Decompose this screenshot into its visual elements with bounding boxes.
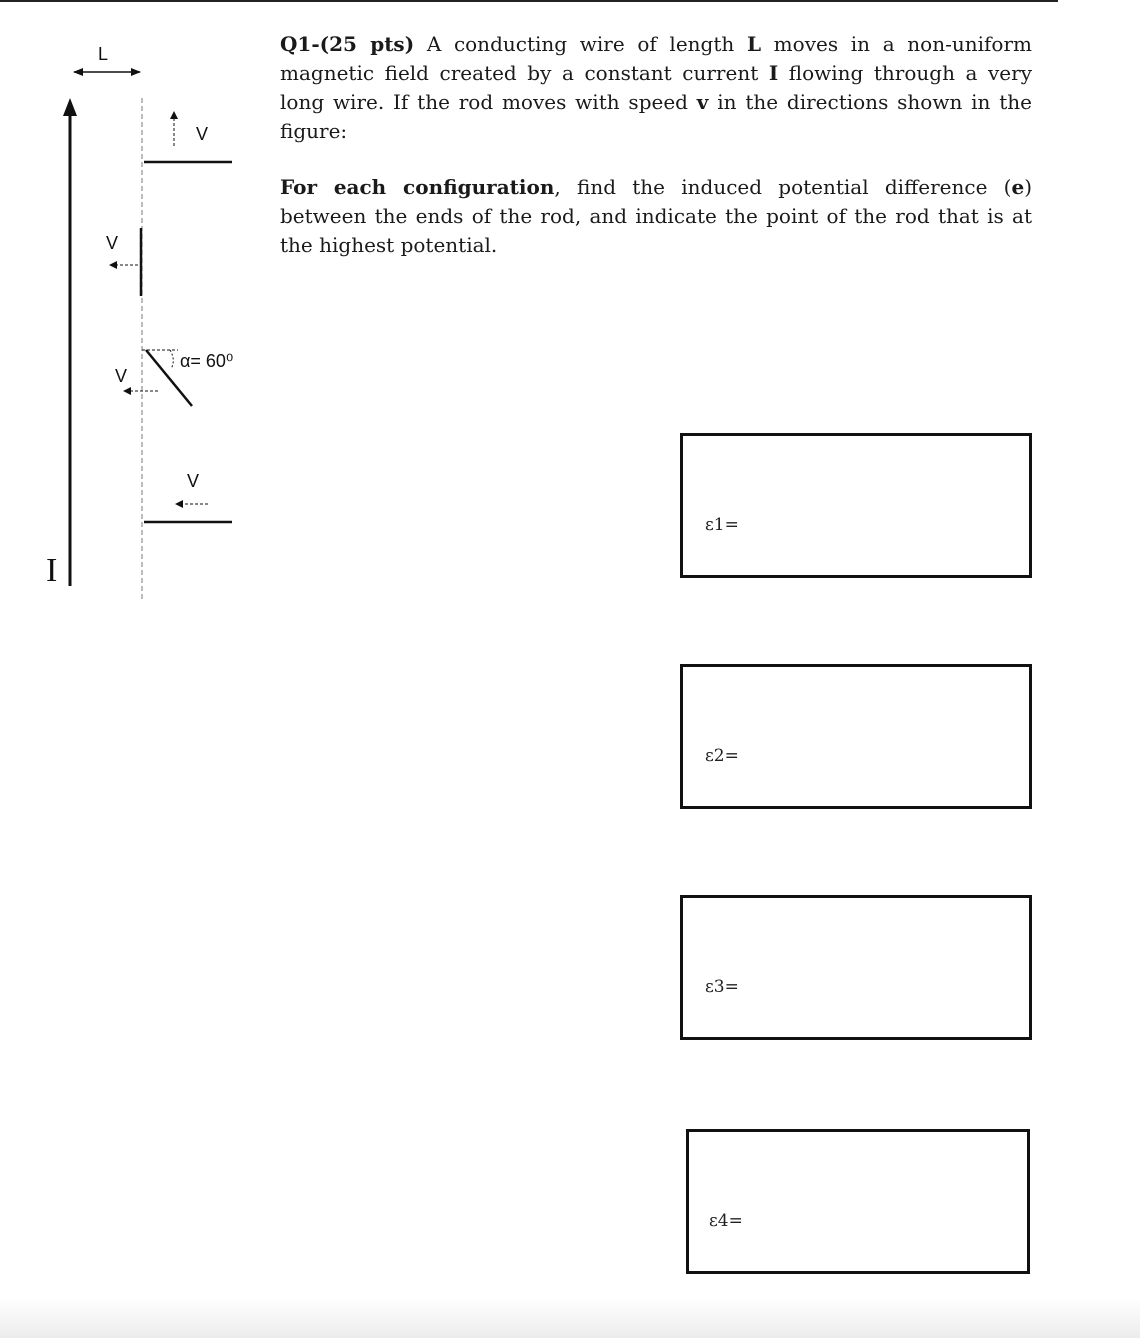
question-text-1: A conducting wire of length: [414, 32, 747, 56]
speed-symbol: v: [696, 90, 709, 114]
page-bottom-edge: [0, 1298, 1140, 1338]
instructions-lead: For each configuration: [280, 175, 555, 199]
physics-figure: [0, 0, 270, 610]
answer-label-2: ε2=: [705, 746, 739, 766]
velocity-label-2: V: [106, 233, 119, 253]
emf-symbol: e: [1011, 175, 1025, 199]
current-symbol: I: [768, 61, 779, 85]
length-symbol: L: [746, 32, 762, 56]
question-label: Q1-(25 pts): [280, 32, 415, 56]
length-label: L: [98, 44, 109, 64]
angle-label: α= 60⁰: [180, 351, 234, 371]
answer-box-4[interactable]: [686, 1129, 1030, 1274]
answer-label-3: ε3=: [705, 977, 739, 997]
answer-label-1: ε1=: [705, 515, 739, 535]
current-arrowhead: [63, 98, 77, 116]
question-text-2: moves in a non-uniform magnetic field created by a constant current: [280, 32, 1032, 85]
current-label: I: [46, 552, 58, 589]
answer-box-2[interactable]: [680, 664, 1032, 809]
instructions-text: [280, 173, 1032, 260]
answer-box-1[interactable]: [680, 433, 1032, 578]
instructions-text-1: , find the induced potential difference (: [554, 175, 1012, 199]
answer-label-4: ε4=: [709, 1211, 743, 1231]
velocity-label-3: V: [115, 366, 128, 386]
question-text-4: in the directions shown in the figure:: [280, 90, 1033, 143]
answer-box-3[interactable]: [680, 895, 1032, 1040]
velocity-label-1: V: [196, 124, 209, 144]
velocity-label-4: V: [187, 471, 200, 491]
question-text: [280, 30, 1032, 146]
question-text-3: flowing through a very long wire. If the rod moves with speed: [280, 61, 1033, 114]
angle-arc: [170, 350, 173, 369]
instructions-text-2: ) between the ends of the rod, and indicate the point of the rod that is at the highest potential.: [280, 175, 1032, 257]
